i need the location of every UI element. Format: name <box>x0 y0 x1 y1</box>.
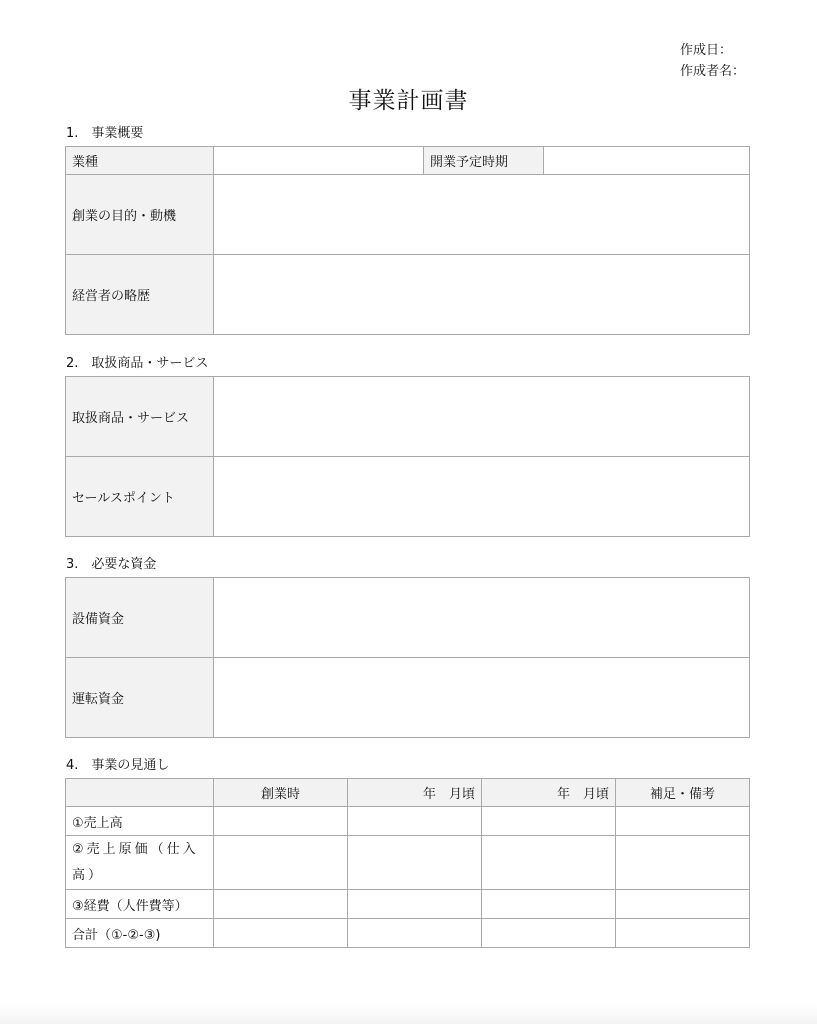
selling-point-field[interactable] <box>214 457 750 537</box>
cell[interactable] <box>348 919 482 948</box>
row-label-expenses: ③経費（人件費等） <box>66 890 214 919</box>
cell[interactable] <box>214 890 348 919</box>
document-meta <box>680 40 745 82</box>
cell[interactable] <box>214 919 348 948</box>
table-row <box>66 836 750 890</box>
table-row <box>66 578 750 658</box>
cell[interactable] <box>482 890 616 919</box>
cell[interactable] <box>214 807 348 836</box>
table-row <box>66 890 750 919</box>
cell[interactable] <box>482 836 616 890</box>
opening-date-field[interactable] <box>544 147 750 175</box>
header-founding: 創業時 <box>214 779 348 807</box>
cell[interactable] <box>214 836 348 890</box>
business-overview-table <box>65 146 750 335</box>
page-title: 事業計画書 <box>348 88 469 114</box>
operating-funds-label: 運転資金 <box>66 658 214 738</box>
career-field[interactable] <box>214 255 750 335</box>
header-period-1: 年 月頃 <box>348 779 482 807</box>
section-2-heading: 2. 取扱商品・サービス <box>66 356 209 371</box>
cell[interactable] <box>482 919 616 948</box>
equipment-funds-field[interactable] <box>214 578 750 658</box>
opening-date-label: 開業予定時期 <box>424 147 544 175</box>
table-row <box>66 255 750 335</box>
table-header-row <box>66 779 750 807</box>
purpose-field[interactable] <box>214 175 750 255</box>
row-label-cost: ②売上原価（仕入高） <box>66 836 214 890</box>
cell[interactable] <box>616 836 750 890</box>
cell[interactable] <box>616 807 750 836</box>
section-3-heading: 3. 必要な資金 <box>66 557 157 572</box>
cell[interactable] <box>348 807 482 836</box>
funds-table <box>65 577 750 738</box>
purpose-label: 創業の目的・動機 <box>66 175 214 255</box>
equipment-funds-label: 設備資金 <box>66 578 214 658</box>
header-notes: 補足・備考 <box>616 779 750 807</box>
table-row <box>66 147 750 175</box>
table-row <box>66 658 750 738</box>
page-bottom-shadow <box>0 1004 817 1024</box>
section-1-heading: 1. 事業概要 <box>66 126 144 141</box>
table-row <box>66 919 750 948</box>
section-4-heading: 4. 事業の見通し <box>66 758 170 773</box>
header-period-2: 年 月頃 <box>482 779 616 807</box>
cell[interactable] <box>348 890 482 919</box>
row-label-sales: ①売上高 <box>66 807 214 836</box>
career-label: 経営者の略歴 <box>66 255 214 335</box>
table-row <box>66 807 750 836</box>
cell[interactable] <box>616 890 750 919</box>
cell[interactable] <box>616 919 750 948</box>
table-row <box>66 377 750 457</box>
industry-field[interactable] <box>214 147 424 175</box>
products-table <box>65 376 750 537</box>
cell[interactable] <box>482 807 616 836</box>
table-row <box>66 457 750 537</box>
table-row <box>66 175 750 255</box>
products-label: 取扱商品・サービス <box>66 377 214 457</box>
outlook-table <box>65 778 750 948</box>
author-label: 作成者名： <box>679 64 745 79</box>
header-corner <box>66 779 214 807</box>
cell[interactable] <box>348 836 482 890</box>
operating-funds-field[interactable] <box>214 658 750 738</box>
industry-label: 業種 <box>66 147 214 175</box>
created-date-label: 作成日： <box>679 43 732 58</box>
selling-point-label: セールスポイント <box>66 457 214 537</box>
row-label-total: 合計（①-②-③) <box>66 919 214 948</box>
products-field[interactable] <box>214 377 750 457</box>
